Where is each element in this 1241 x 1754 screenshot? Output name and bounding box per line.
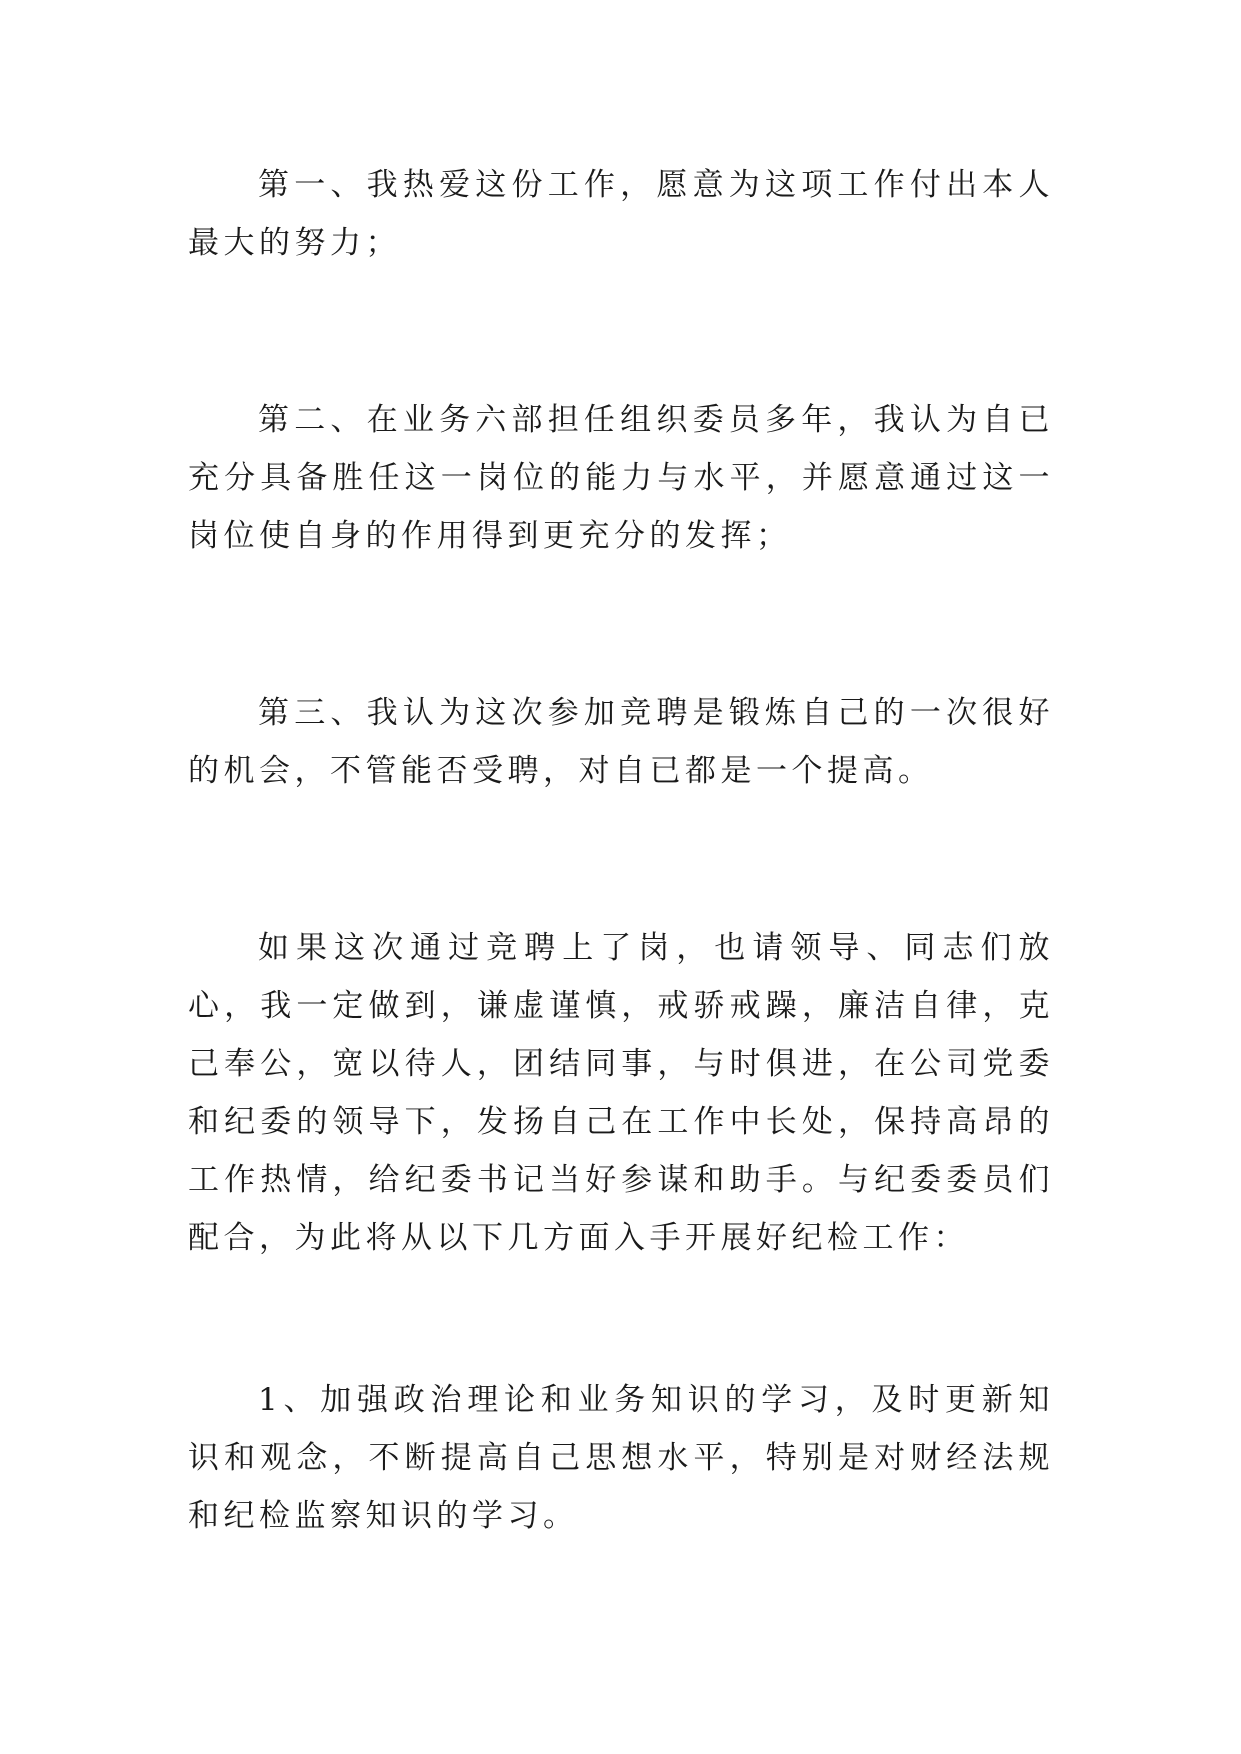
paragraph-second-reason: 第二、在业务六部担任组织委员多年，我认为自已充分具备胜任这一岗位的能力与水平，并愿意通过这一岗位使自身的作用得到更充分的发挥； xyxy=(188,402,1054,554)
paragraph-first-reason: 第一、我热爱这份工作，愿意为这项工作付出本人最大的努力； xyxy=(188,167,1054,261)
paragraph-third-reason: 第三、我认为这次参加竞聘是锻炼自己的一次很好的机会，不管能否受聘，对自已都是一个提高。 xyxy=(188,695,1054,789)
paragraph-plan-item-1: 1、加强政治理论和业务知识的学习，及时更新知识和观念，不断提高自己思想水平，特别是对财经法规和纪检监察知识的学习。 xyxy=(188,1382,1054,1534)
paragraph-commitment: 如果这次通过竞聘上了岗，也请领导、同志们放心，我一定做到，谦虚谨慎，戒骄戒躁，廉洁自律，克己奉公，宽以待人，团结同事，与时俱进，在公司党委和纪委的领导下，发扬自己在工作中长处，保持高昂的工作热情，给纪委书记当好参谋和助手。与纪委委员们配合，为此将从以下几方面入手开展好纪检工作： xyxy=(188,930,1054,1256)
